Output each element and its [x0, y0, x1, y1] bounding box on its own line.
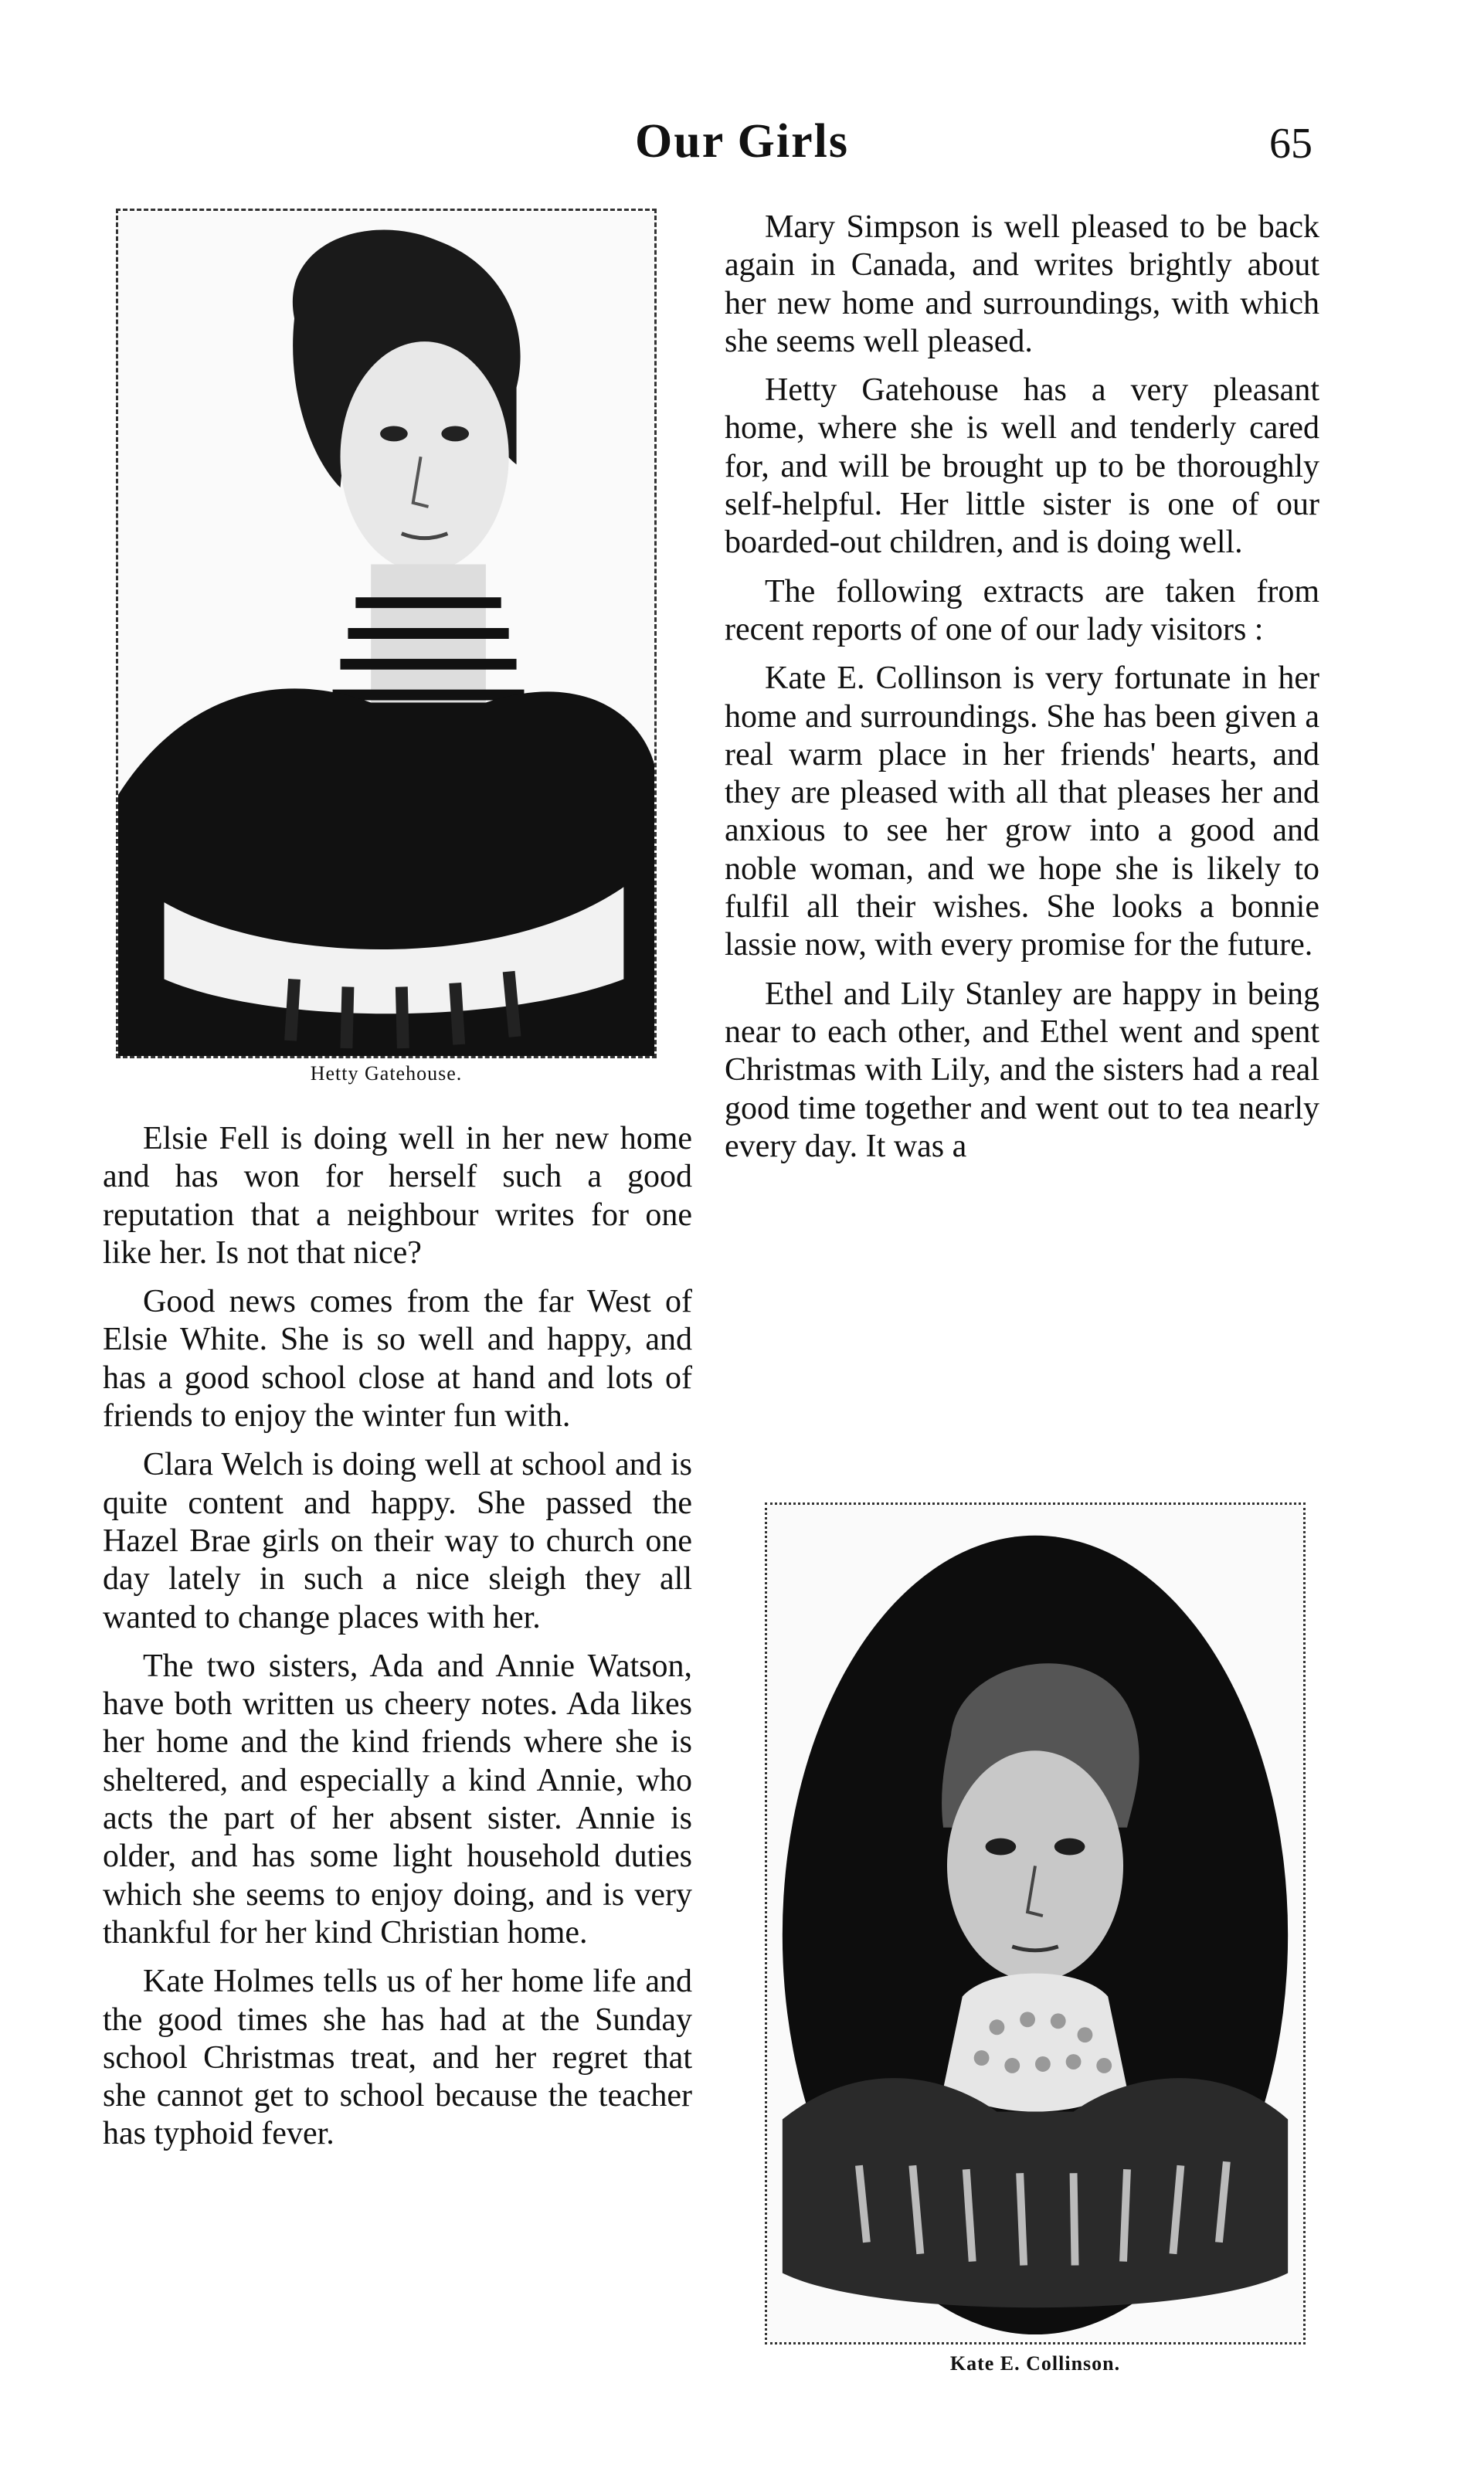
hetty-portrait-image: [118, 211, 654, 1056]
left-column-text: [103, 1120, 692, 2165]
paragraph-elsie-white: Good news comes from the far West of Elsie White. She is so well and happy, and has a good school close at hand and lots of friends to enjoy the winter fun with.: [103, 1284, 692, 1435]
paragraph-hetty-gatehouse: Hetty Gatehouse has a very pleasant home, where she is well and tenderly cared for, and will be brought up to be thoroughly self-helpful. Her little sister is one of our boarded-out children, and is doing well.: [725, 372, 1319, 561]
paragraph-extracts-intro: The following extracts are taken from recent reports of one of our lady visitors :: [725, 573, 1319, 647]
paragraph-elsie-fell: Elsie Fell is doing well in her new home and has won for herself such a good reputation that a neighbour writes for one like her. Is not that nice?: [103, 1121, 692, 1271]
paragraph-stanley-sisters: Ethel and Lily Stanley are happy in being near to each other, and Ethel went and spent Christmas with Lily, and the sisters had a real good time together and went out to tea nearly every day. It was a: [725, 976, 1319, 1164]
hetty-portrait-photo: [116, 209, 657, 1058]
hetty-photo-caption: Hetty Gatehouse.: [310, 1062, 463, 1085]
page-title: Our Girls: [635, 115, 849, 168]
page-number: 65: [1269, 120, 1313, 168]
paragraph-mary-simpson: Mary Simpson is well pleased to be back again in Canada, and writes brightly about her new home and surroundings, with which she seems well pleased.: [725, 209, 1319, 359]
kate-portrait-photo: [765, 1502, 1306, 2344]
paragraph-clara-welch: Clara Welch is doing well at school and is quite content and happy. She passed the Hazel Brae girls on their way to church one day lately in such a nice sleigh they all wanted to change places with her.: [103, 1447, 692, 1635]
kate-photo-caption: Kate E. Collinson.: [949, 2352, 1121, 2375]
paragraph-kate-holmes: Kate Holmes tells us of her home life and the good times she has had at the Sunday school Christmas treat, and her regret that she cannot get to school because the teacher has typhoid fever.: [103, 1964, 692, 2152]
kate-portrait-image: [767, 1505, 1303, 2342]
right-column-text: [725, 209, 1319, 1176]
paragraph-kate-collinson: Kate E. Collinson is very fortunate in her home and surroundings. She has been given a real warm place in her friends' hearts, and they are pleased with all that pleases her and anxious to see her grow into a good and noble woman, and we hope she is likely to fulfil all their wishes. She looks a bonnie lassie now, with every promise for the future.: [725, 660, 1319, 963]
running-head: [0, 114, 1484, 176]
paragraph-watson-sisters: The two sisters, Ada and Annie Watson, have both written us cheery notes. Ada likes her home and the kind friends where she is sheltered, and especially a kind Annie, who acts the part of her absent sister. Annie is older, and has some light household duties which she seems to enjoy doing, and is very thankful for her kind Christian home.: [103, 1648, 692, 1951]
